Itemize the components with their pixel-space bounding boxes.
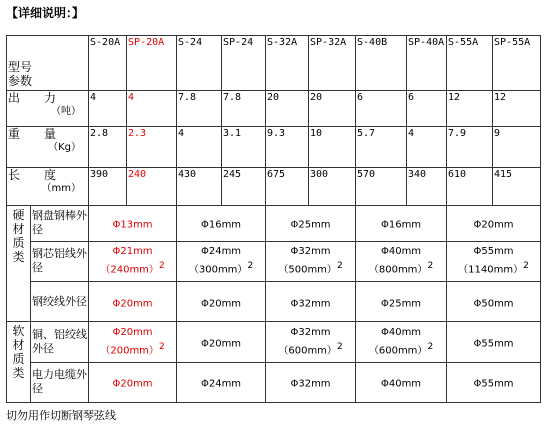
model-name: SP-20A (127, 36, 177, 91)
param-value: 4 (177, 127, 222, 167)
material-value: $\Phi 32mm(500mm)^2$ (266, 241, 356, 281)
param-value: 3.1 (222, 127, 266, 167)
material-label: 铜、铝绞线外径 (31, 322, 89, 362)
material-row (7, 282, 541, 322)
model-name: SP-40A (407, 36, 447, 91)
material-value: Φ32mm (266, 362, 356, 402)
footer-note: 切勿用作切断钢琴弦线 (6, 409, 116, 422)
category-hard: 硬材质类 (7, 205, 31, 322)
material-value: Φ16mm (356, 205, 447, 241)
model-name: S-40B (356, 36, 407, 91)
param-value: 20 (309, 91, 356, 127)
param-value: 675 (266, 167, 309, 205)
material-value: Φ55mm (447, 362, 541, 402)
param-value: 2.3 (127, 127, 177, 167)
model-row (7, 36, 541, 91)
param-label: 参数 (8, 74, 33, 89)
param-value: 415 (493, 167, 541, 205)
param-label-cell (7, 127, 89, 167)
material-value: Φ20mm (447, 205, 541, 241)
material-value: Φ20mm (177, 282, 266, 322)
param-unit: （Kg） (48, 142, 82, 154)
param-value: 12 (493, 91, 541, 127)
material-value: $\Phi 55mm(1140mm)^2$ (447, 241, 541, 281)
material-value: $\Phi 40mm(800mm)^2$ (356, 241, 447, 281)
param-value: 6 (407, 91, 447, 127)
model-name: S-55A (447, 36, 493, 91)
material-value: Φ16mm (177, 205, 266, 241)
param-value: 610 (447, 167, 493, 205)
material-label: 钢盘钢棒外径 (31, 205, 89, 241)
param-value: 300 (309, 167, 356, 205)
param-value: 7.9 (447, 127, 493, 167)
material-label: 钢芯铝线外径 (31, 241, 89, 281)
param-unit: （吨） (51, 106, 82, 118)
model-label: 型号 (8, 60, 33, 75)
param-row-length (7, 167, 541, 205)
material-row (7, 362, 541, 402)
material-value: $\Phi 32mm(600mm)^2$ (266, 322, 356, 362)
param-value: 240 (127, 167, 177, 205)
param-value: 9 (493, 127, 541, 167)
param-value: 10 (309, 127, 356, 167)
model-header-cell (7, 36, 89, 91)
param-value: 245 (222, 167, 266, 205)
param-name: 长 度 (8, 167, 57, 182)
param-value: 7.8 (222, 91, 266, 127)
param-row-force (7, 91, 541, 127)
param-value: 430 (177, 167, 222, 205)
param-value: 20 (266, 91, 309, 127)
param-value: 570 (356, 167, 407, 205)
material-label: 钢绞线外径 (31, 282, 89, 322)
param-value: 9.3 (266, 127, 309, 167)
material-value: Φ20mm (177, 322, 266, 362)
model-name: SP-32A (309, 36, 356, 91)
param-value: 6 (356, 91, 407, 127)
param-name: 出 力 (8, 91, 57, 106)
material-value: Φ55mm (447, 322, 541, 362)
material-value: Φ25mm (266, 205, 356, 241)
material-row (7, 322, 541, 362)
param-value: 5.7 (356, 127, 407, 167)
material-value: Φ32mm (266, 282, 356, 322)
material-row (7, 205, 541, 241)
model-name: SP-24 (222, 36, 266, 91)
param-value: 390 (89, 167, 127, 205)
param-value: 4 (127, 91, 177, 127)
spec-table (6, 35, 541, 403)
param-row-weight (7, 127, 541, 167)
param-value: 4 (407, 127, 447, 167)
param-label-cell (7, 167, 89, 205)
material-value: Φ24mm (177, 362, 266, 402)
model-name: S-24 (177, 36, 222, 91)
param-name: 重 量 (8, 127, 57, 142)
material-value: Φ40mm (356, 362, 447, 402)
model-name: S-32A (266, 36, 309, 91)
param-value: 340 (407, 167, 447, 205)
model-name: S-20A (89, 36, 127, 91)
section-heading: 【详细说明：】 (6, 6, 85, 20)
material-value: Φ50mm (447, 282, 541, 322)
param-value: 12 (447, 91, 493, 127)
param-value: 7.8 (177, 91, 222, 127)
param-label-cell (7, 91, 89, 127)
material-value: $\Phi 20mm(200mm)^2$ (89, 322, 177, 362)
param-value: 4 (89, 91, 127, 127)
category-soft: 软材质类 (7, 322, 31, 403)
material-value: Φ20mm (89, 362, 177, 402)
material-value: Φ13mm (89, 205, 177, 241)
param-value: 2.8 (89, 127, 127, 167)
material-value: Φ25mm (356, 282, 447, 322)
material-value: Φ20mm (89, 282, 177, 322)
material-label: 电力电缆外径 (31, 362, 89, 402)
material-value: $\Phi 40mm(600mm)^2$ (356, 322, 447, 362)
material-value: $\Phi 21mm(240mm)^2$ (89, 241, 177, 281)
param-unit: （mm） (41, 182, 82, 194)
material-row (7, 241, 541, 281)
material-value: $\Phi 24mm(300mm)^2$ (177, 241, 266, 281)
model-name: SP-55A (493, 36, 541, 91)
